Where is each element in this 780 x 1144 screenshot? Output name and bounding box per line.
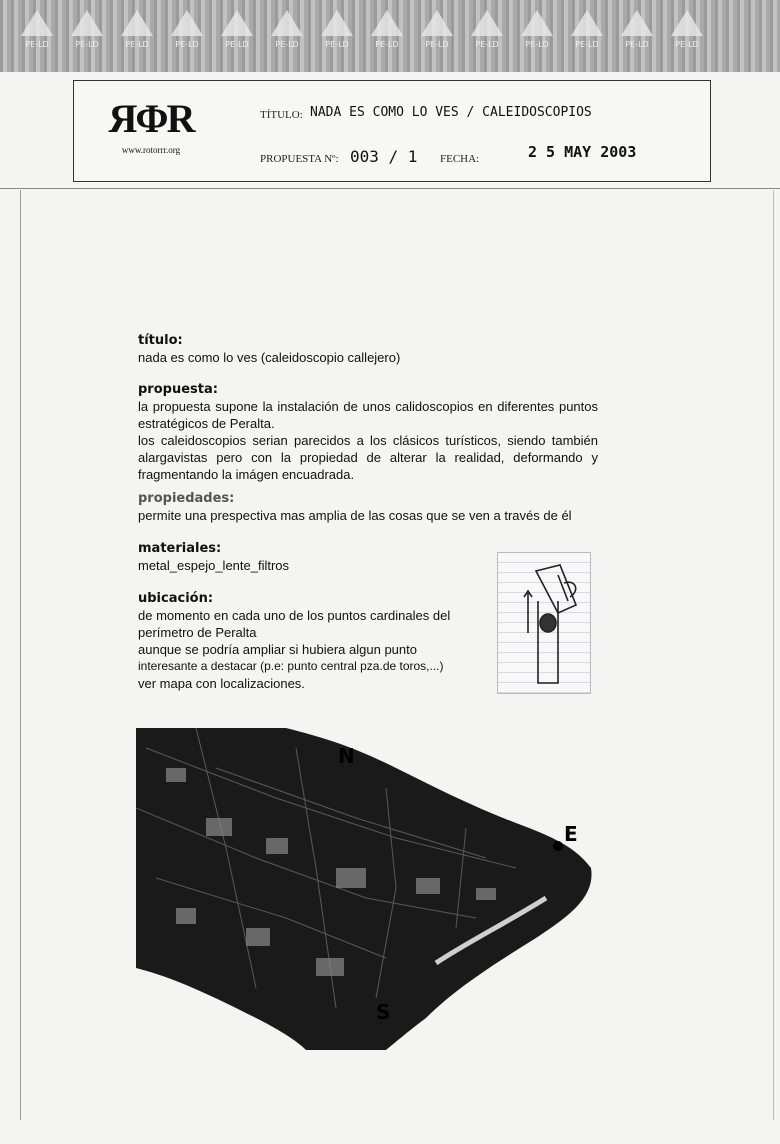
titulo-value: NADA ES COMO LO VES / CALEIDOSCOPIOS bbox=[310, 105, 592, 120]
map-drawing bbox=[136, 728, 598, 1050]
website-url: www.rotorrr.org bbox=[121, 145, 181, 155]
section-text: aunque se podría ampliar si hubiera algun punto bbox=[138, 642, 417, 657]
section-text: de momento en cada uno de los puntos cardinales del bbox=[138, 608, 451, 623]
recycle-icon: PE-LD bbox=[620, 8, 654, 54]
kaleidoscope-drawing bbox=[498, 553, 590, 693]
recycle-icon: PE-LD bbox=[470, 8, 504, 54]
section-heading: propiedades: bbox=[138, 491, 235, 506]
recycle-icon: PE-LD bbox=[320, 8, 354, 54]
recycle-icon: PE-LD bbox=[70, 8, 104, 54]
section-heading: materiales: bbox=[138, 541, 222, 556]
kaleidoscope-sketch bbox=[497, 552, 591, 694]
recycle-symbols-row bbox=[20, 8, 704, 54]
recycle-icon: PE-LD bbox=[270, 8, 304, 54]
divider bbox=[20, 190, 21, 1120]
rotor-logo bbox=[96, 96, 206, 155]
section-ubicacion bbox=[138, 590, 488, 692]
section-text: interesante a destacar (p.e: punto central pza.de toros,...) bbox=[138, 659, 444, 673]
recycle-icon: PE-LD bbox=[670, 8, 704, 54]
document-header bbox=[73, 80, 711, 182]
recycle-icon: PE-LD bbox=[370, 8, 404, 54]
map-label-east: E bbox=[564, 822, 578, 846]
map-label-south: S bbox=[376, 1000, 391, 1024]
recycle-icon: PE-LD bbox=[420, 8, 454, 54]
recycle-icon: PE-LD bbox=[520, 8, 554, 54]
propuesta-label: PROPUESTA Nº: bbox=[260, 153, 339, 165]
section-titulo bbox=[138, 332, 598, 366]
section-propiedades bbox=[138, 490, 598, 524]
section-text: ver mapa con localizaciones. bbox=[138, 676, 305, 691]
recycle-icon: PE-LD bbox=[20, 8, 54, 54]
map-label-north: N bbox=[338, 744, 355, 768]
propuesta-value: 003 / 1 bbox=[350, 147, 418, 166]
recycle-icon: PE-LD bbox=[120, 8, 154, 54]
recycle-icon: PE-LD bbox=[220, 8, 254, 54]
town-map bbox=[136, 728, 598, 1050]
fecha-label: FECHA: bbox=[440, 153, 480, 165]
fecha-stamp: 2 5 MAY 2003 bbox=[528, 143, 637, 161]
section-heading: propuesta: bbox=[138, 382, 218, 397]
section-text: los caleidoscopios serian parecidos a los clásicos turísticos, siendo también alargavistas pero con la propiedad de alterar la realidad, deformando y fragmentando la imágen encuadrada. bbox=[138, 433, 598, 482]
logo-mark: ЯΦR bbox=[108, 96, 194, 141]
section-propuesta bbox=[138, 381, 598, 483]
section-heading: ubicación: bbox=[138, 591, 214, 606]
divider bbox=[773, 190, 774, 1120]
section-text: la propuesta supone la instalación de unos calidoscopios en diferentes puntos estratégicos de Peralta. bbox=[138, 399, 598, 431]
section-text: metal_espejo_lente_filtros bbox=[138, 558, 290, 573]
section-heading: título: bbox=[138, 333, 183, 348]
section-text: nada es como lo ves (caleidoscopio callejero) bbox=[138, 350, 401, 365]
section-text: perímetro de Peralta bbox=[138, 625, 257, 640]
recycle-icon: PE-LD bbox=[170, 8, 204, 54]
titulo-label: TÍTULO: bbox=[260, 109, 303, 121]
divider bbox=[0, 188, 780, 189]
recycle-icon: PE-LD bbox=[570, 8, 604, 54]
section-text: permite una prespectiva mas amplia de las cosas que se ven a través de él bbox=[138, 508, 572, 523]
